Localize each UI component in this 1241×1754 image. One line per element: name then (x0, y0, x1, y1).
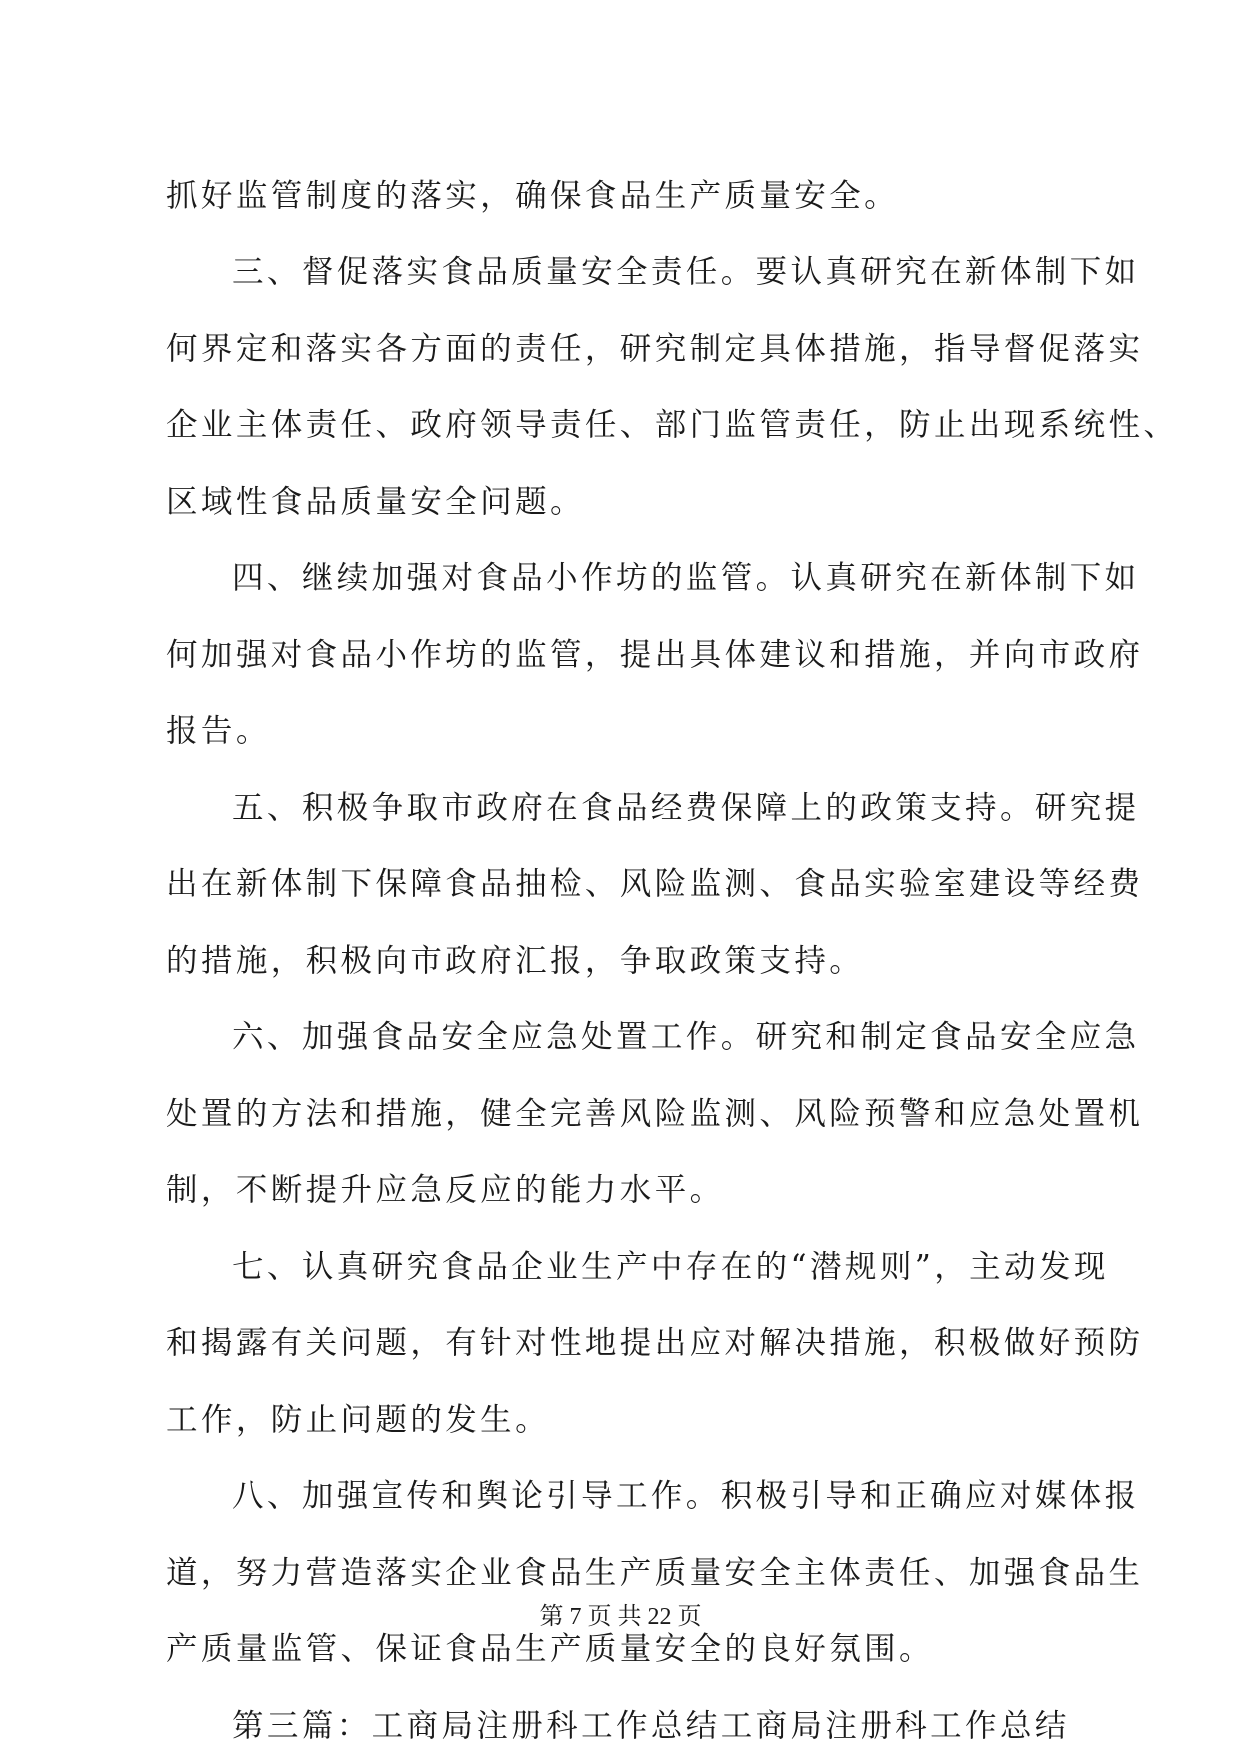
text-line: 四 、 继 续 加 强 对 食 品 小 作 坊 的 监 管 。 认 真 研 究 在 新 体 制 下 如 (232, 560, 1140, 596)
text-line: 八 、 加 强 宣 传 和 舆 论 引 导 工 作 。 积 极 引 导 和 正 确 应 对 媒 体 报 (232, 1478, 1140, 1514)
text-line: 产 质 量 监 管 、 保 证 食 品 生 产 质 量 安 全 的 良 好 氛 围 。 (166, 1631, 934, 1667)
text-line: 六 、 加 强 食 品 安 全 应 急 处 置 工 作 。 研 究 和 制 定 食 品 安 全 应 急 (232, 1019, 1140, 1055)
text-line: 道 ， 努 力 营 造 落 实 企 业 食 品 生 产 质 量 安 全 主 体 责 任 、 加 强 食 品 生 (166, 1555, 1144, 1591)
text-line: 报 告 。 (166, 713, 271, 749)
text-line: 处 置 的 方 法 和 措 施 ， 健 全 完 善 风 险 监 测 、 风 险 预 警 和 应 急 处 置 机 (166, 1096, 1144, 1132)
text-line: 何 界 定 和 落 实 各 方 面 的 责 任 ， 研 究 制 定 具 体 措 施 ， 指 导 督 促 落 实 (166, 331, 1144, 367)
text-line: 三 、 督 促 落 实 食 品 质 量 安 全 责 任 。 要 认 真 研 究 在 新 体 制 下 如 (232, 254, 1140, 290)
text-line: 七 、 认 真 研 究 食 品 企 业 生 产 中 存 在 的 “ 潜 规 则 ” ， 主 动 发 现 (232, 1249, 1109, 1285)
text-line: 抓 好 监 管 制 度 的 落 实 ， 确 保 食 品 生 产 质 量 安 全 。 (166, 178, 900, 214)
text-line: 企 业 主 体 责 任 、 政 府 领 导 责 任 、 部 门 监 管 责 任 ， 防 止 出 现 系 统 性 、 (166, 407, 1179, 443)
text-line: 何 加 强 对 食 品 小 作 坊 的 监 管 ， 提 出 具 体 建 议 和 措 施 ， 并 向 市 政 府 (166, 637, 1144, 673)
page-footer: 第 7 页 共 22 页 (539, 1604, 702, 1630)
text-line: 的 措 施 ， 积 极 向 市 政 府 汇 报 ， 争 取 政 策 支 持 。 (166, 943, 865, 979)
text-line: 五 、 积 极 争 取 市 政 府 在 食 品 经 费 保 障 上 的 政 策 支 持 。 研 究 提 (232, 790, 1140, 826)
text-line: 和 揭 露 有 关 问 题 ， 有 针 对 性 地 提 出 应 对 解 决 措 施 ， 积 极 做 好 预 防 (166, 1325, 1144, 1361)
text-line: 制 ， 不 断 提 升 应 急 反 应 的 能 力 水 平 。 (166, 1172, 725, 1208)
text-line: 区 域 性 食 品 质 量 安 全 问 题 。 (166, 484, 585, 520)
text-line: 第 三 篇 ： 工 商 局 注 册 科 工 作 总 结 工 商 局 注 册 科 工 作 总 结 (232, 1708, 1070, 1744)
text-line: 出 在 新 体 制 下 保 障 食 品 抽 检 、 风 险 监 测 、 食 品 实 验 室 建 设 等 经 费 (166, 866, 1144, 902)
text-line: 工 作 ， 防 止 问 题 的 发 生 。 (166, 1402, 550, 1438)
